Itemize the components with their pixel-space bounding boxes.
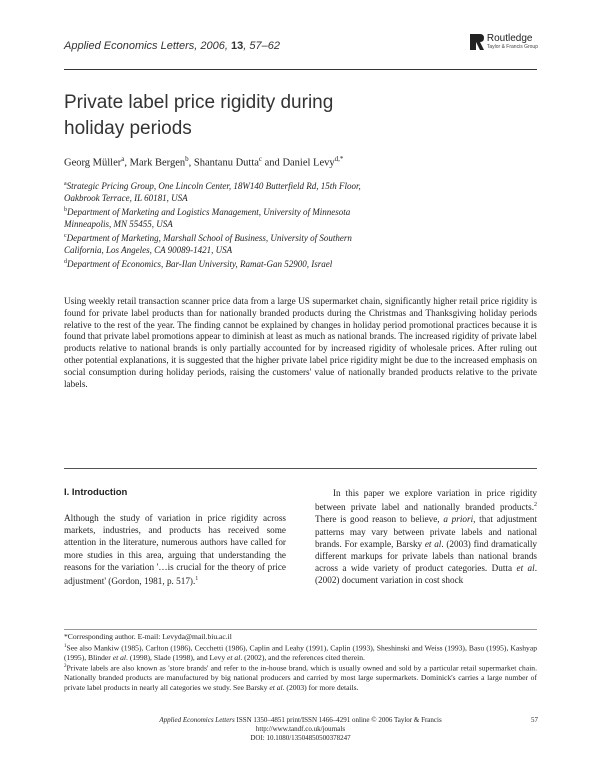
- corresponding-author: *Corresponding author. E-mail: Levyda@mail.biu.ac.il: [64, 632, 232, 641]
- italic-text: a priori: [443, 514, 474, 525]
- paragraph-text: , that adjustment patterns may vary between private labels and national brands. For example, Barsky: [315, 514, 538, 549]
- footer-doi: DOI: 10.1080/13504850500378247: [250, 734, 351, 742]
- page-number: 57: [531, 716, 538, 724]
- footnote-1: [64, 642, 537, 663]
- footnote-rule: [64, 629, 537, 630]
- footer-journal: Applied Economics Letters: [159, 716, 235, 724]
- author-sup: d,*: [334, 155, 344, 163]
- affiliation-text: Department of Economics, Bar-Ilan University, Ramat-Gan 52900, Israel: [67, 259, 333, 269]
- affiliation-text: Department of Marketing and Logistics Management, University of Minnesota Minneapolis, MN 55455, USA: [64, 207, 351, 229]
- paragraph-text: There is good reason to believe,: [315, 514, 444, 525]
- journal-name: Applied Economics Letters: [64, 40, 195, 52]
- journal-volume: 13: [230, 40, 244, 52]
- affiliation-sup: c: [64, 233, 67, 239]
- italic-text: et al: [516, 563, 535, 574]
- footer-url[interactable]: http://www.tandf.co.uk/journals: [255, 725, 346, 733]
- publisher-name: Routledge: [486, 33, 533, 44]
- affiliation-sup: b: [64, 207, 67, 213]
- footnote-2: [64, 662, 537, 692]
- italic-text: et al: [112, 652, 127, 662]
- journal-pages: 57–62: [249, 40, 280, 52]
- italic-text: et al: [424, 538, 442, 549]
- footnote-sup: 2: [64, 664, 67, 670]
- footnote-text: Private labels are also known as 'store brands' and refer to the in-house brand, which is usually owned and sold by a particular retail supermarket chain. Nationally branded products are manufactured by big national producers and carried by most large supermarkets. Dominick's carries a large number of private label products in nearly all categories we study. See Barsky: [64, 663, 537, 693]
- footnote-ref: 1: [195, 576, 199, 583]
- author-sup: a: [121, 155, 125, 163]
- author-name: Daniel Levy: [282, 157, 335, 169]
- affiliation: [64, 178, 364, 204]
- title-line-1: Private label price rigidity during: [64, 92, 334, 113]
- section-heading: I. Introduction: [64, 487, 128, 498]
- affiliation-text: Strategic Pricing Group, One Lincoln Center, 18W140 Butterfield Rd, 15th Floor, Oakbrook Terrace, IL 60181, USA: [64, 181, 361, 203]
- publisher-logo: [470, 34, 538, 50]
- paragraph-text: . (2002) document variation in cost shock: [315, 563, 538, 586]
- abstract-rule: [64, 468, 537, 469]
- affiliations: [64, 178, 364, 270]
- footnote-text: . (2002), and the references cited therein.: [240, 652, 365, 662]
- author-name: Georg Müller: [64, 157, 122, 169]
- paragraph-text: . (2003) find dramatically different markups for private labels than national brands across a wide variety of product categories. Dutta: [315, 538, 538, 574]
- affiliation-sup: d: [64, 259, 67, 265]
- author-sup: b: [185, 155, 189, 163]
- journal-year: 2006: [200, 40, 225, 52]
- routledge-logo-icon: [470, 34, 484, 50]
- footnotes: [64, 632, 537, 693]
- page-footer: [64, 716, 537, 743]
- paragraph-text: Although the study of variation in price rigidity across markets, industries, and products has received some attention in the literature, numerous authors have called for more studies in this area, arguing that understanding the reasons for the variation '…is crucial for the theory of price adjustment' (Gordon, 1981, p. 517).: [64, 513, 286, 587]
- affiliation-text: Department of Marketing, Marshall School of Business, University of Southern California, Los Angeles, CA 90089-1421, USA: [64, 233, 352, 255]
- affiliation: [64, 230, 364, 256]
- affiliation-sup: a: [64, 181, 67, 187]
- italic-text: et al: [269, 683, 283, 693]
- body-column-right: [315, 487, 537, 587]
- footnote-text: See also Mankiw (1985), Carlton (1986), Cecchetti (1986), Caplin and Leahy (1991), Caplin (1993), Sheshinski and Weiss (1993), Basu (1995), Kashyap (1995), Blinder: [64, 643, 537, 662]
- publisher-subtitle: Taylor & Francis Group: [486, 44, 538, 50]
- article-title: [64, 90, 524, 142]
- author-list: Georg Müller$^a$, Mark Bergen$^b$, Shantanu Dutta$^c$ and Daniel Levy$^{d,*}$: [64, 155, 344, 169]
- body-column-left: [64, 512, 286, 587]
- title-line-2: holiday periods: [64, 118, 192, 139]
- footnote-text: . (1998), Slade (1998), and Levy: [126, 652, 228, 662]
- affiliation: [64, 256, 364, 270]
- paragraph-text: In this paper we explore variation in price rigidity between private label and nationally branded products.: [315, 488, 537, 513]
- footer-issn-line: [64, 716, 537, 725]
- author-name: Shantanu Dutta: [193, 157, 259, 169]
- footer-issn: ISSN 1350–4851 print/ISSN 1466–4291 online © 2006 Taylor & Francis: [234, 716, 442, 724]
- italic-text: et al: [227, 652, 241, 662]
- header-rule: [64, 69, 537, 70]
- author-name: Mark Bergen: [129, 157, 186, 169]
- affiliation: [64, 204, 364, 230]
- journal-citation: Applied Economics Letters, 2006, 13, 57–62: [64, 40, 280, 52]
- footnote-ref: 2: [534, 502, 537, 509]
- footnote-sup: 1: [64, 643, 67, 649]
- abstract: Using weekly retail transaction scanner price data from a large US supermarket chain, significantly higher retail price rigidity is found for private label products than for nationally branded products during the Christmas and Thanksgiving holiday periods relative to the rest of the year. The finding cannot be explained by changes in holiday period promotional practices because it is found that private label promotions appear to diminish at least as much as national brands. The increased rigidity of private label products relative to national brands is only partially accounted for by increased rigidity of wholesale prices. After ruling out other potential explanations, it is suggested that the higher private label price rigidity might be due to the increased emphasis on social consumption during holiday periods, raising the customers' value of nationally branded products relative to the private labels.: [64, 296, 537, 389]
- author-sup: c: [258, 155, 263, 163]
- footnote-text: . (2003) for more details.: [282, 683, 359, 693]
